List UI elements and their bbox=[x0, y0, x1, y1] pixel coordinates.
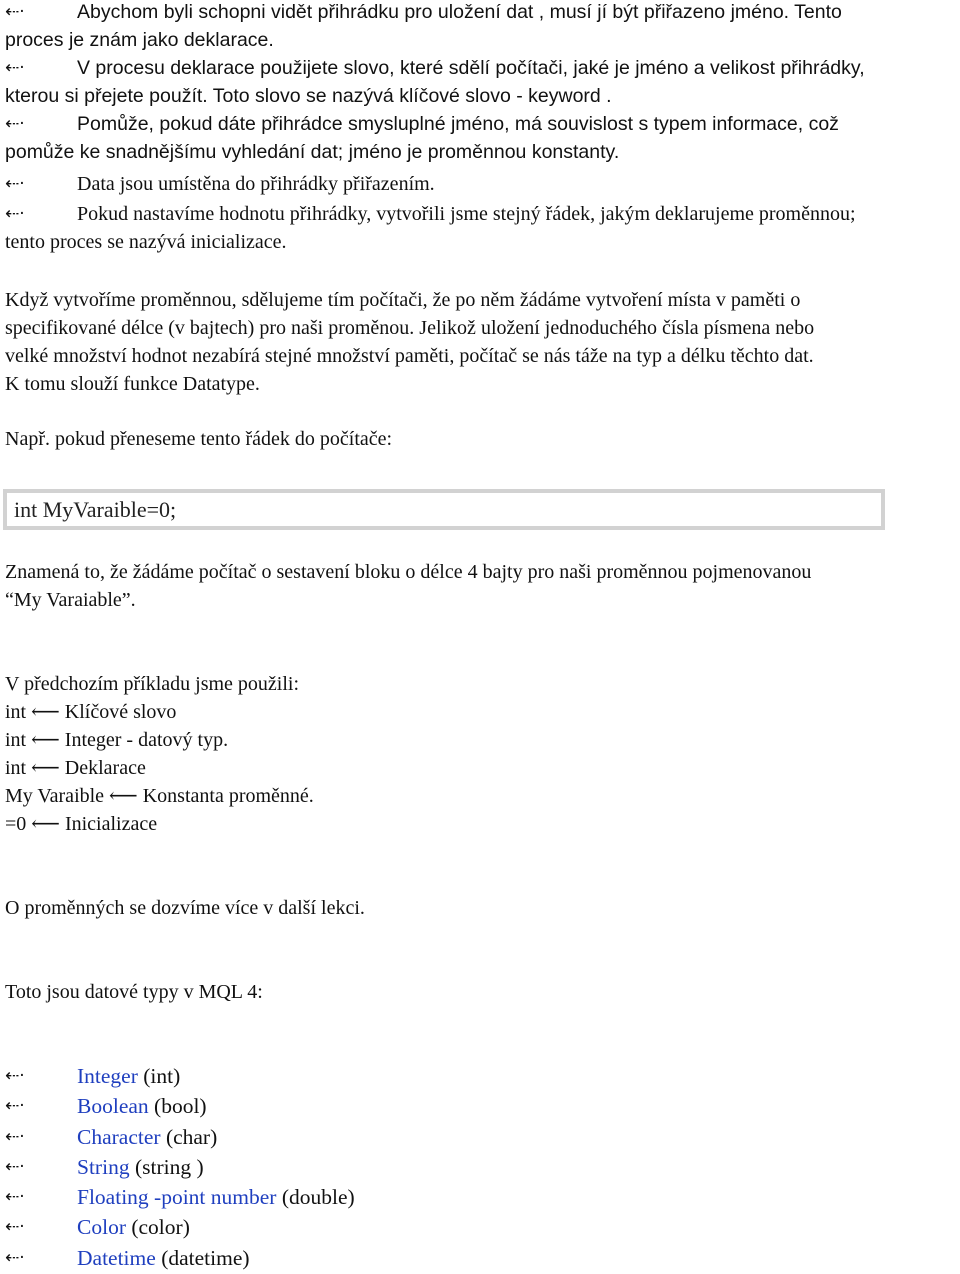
datatype-item: ⇠· Character (char) bbox=[5, 1124, 218, 1149]
types-intro: Toto jsou datové typy v MQL 4: bbox=[5, 981, 263, 1003]
datatype-link-color[interactable]: Color bbox=[77, 1215, 126, 1240]
intro-bullet-5: ⇠· Pokud nastavíme hodnotu přihrádky, vytvořili jsme stejný řádek, jakým deklarujeme proměnnou; tento proces se nazývá inicializace. bbox=[5, 200, 960, 256]
datatype-link-datetime[interactable]: Datetime bbox=[77, 1245, 156, 1270]
arrow-bullet-icon: ⇠· bbox=[5, 114, 25, 134]
arrow-bullet-icon: ⇠· bbox=[5, 1126, 25, 1147]
arrow-bullet-icon: ⇠· bbox=[5, 1156, 25, 1177]
explanation-paragraph: Znamená to, že žádáme počítač o sestavení bloku o délce 4 bajty pro naši proměnnou pojmenovanou “My Varaiable”. bbox=[5, 561, 812, 611]
used-item: int ⟵ Deklarace bbox=[5, 757, 146, 779]
used-item: =0 ⟵ Inicializace bbox=[5, 813, 158, 835]
arrow-bullet-icon: ⇠· bbox=[5, 174, 25, 194]
used-item: My Varaible ⟵ Konstanta proměnné. bbox=[5, 785, 314, 807]
intro-bullet-2: ⇠· V procesu deklarace použijete slovo, které sdělí počítači, jaké je jméno a velikost přihrádky, kterou si přejete použít. Toto slovo se nazývá klíčové slovo - keyword . bbox=[5, 54, 960, 110]
datatype-item: ⇠· Color (color) bbox=[5, 1215, 190, 1240]
datatype-link-character[interactable]: Character bbox=[77, 1124, 161, 1149]
used-item: int ⟵ Integer - datový typ. bbox=[5, 729, 229, 751]
datatype-list bbox=[5, 1062, 960, 1274]
used-item: int ⟵ Klíčové slovo bbox=[5, 701, 177, 723]
code-line: int MyVaraible=0; bbox=[7, 493, 881, 526]
datatype-link-string[interactable]: String bbox=[77, 1154, 130, 1179]
datatype-paragraph: Když vytvoříme proměnnou, sdělujeme tím počítači, že po něm žádáme vytvoření místa v paměti o specifikované délce (v bajtech) pro naši proměnou. Jelikož uložení jednoduchého čísla písmena nebo velké množství hodnot nezabírá stejné množství paměti, počítač se nás táže na typ a délku těchto dat. K tomu slouží funkce Datatype. bbox=[5, 289, 815, 395]
used-list bbox=[5, 670, 960, 838]
datatype-item: ⇠· Integer (int) bbox=[5, 1064, 181, 1088]
datatype-item: ⇠· Floating -point number (double) bbox=[5, 1185, 355, 1210]
arrow-bullet-icon: ⇠· bbox=[5, 1247, 25, 1268]
intro-bullet-1: ⇠· Abychom byli schopni vidět přihrádku pro uložení dat , musí jí být přiřazeno jméno. Tento proces je znám jako deklarace. bbox=[5, 0, 960, 54]
intro-bullet-list bbox=[5, 0, 960, 166]
arrow-bullet-icon: ⇠· bbox=[5, 2, 25, 22]
arrow-bullet-icon: ⇠· bbox=[5, 204, 25, 224]
intro-bullet-4: ⇠· Data jsou umístěna do přihrádky přiřazením. bbox=[5, 170, 960, 198]
datatype-item: ⇠· Boolean (bool) bbox=[5, 1094, 207, 1119]
more-text: O proměnných se dozvíme více v další lekci. bbox=[5, 897, 365, 919]
intro-bullet-3: ⇠· Pomůže, pokud dáte přihrádce smysluplné jméno, má souvislost s typem informace, což pomůže ke snadnějšímu vyhledání dat; jméno je proměnnou konstanty. bbox=[5, 110, 960, 166]
datatype-link-boolean[interactable]: Boolean bbox=[77, 1094, 149, 1119]
assignment-bullet-list bbox=[5, 170, 960, 256]
datatype-item: ⇠· Datetime (datetime) bbox=[5, 1245, 250, 1270]
datatype-link-floating-point[interactable]: Floating -point number bbox=[77, 1185, 277, 1210]
arrow-bullet-icon: ⇠· bbox=[5, 58, 25, 78]
arrow-bullet-icon: ⇠· bbox=[5, 1096, 25, 1117]
arrow-bullet-icon: ⇠· bbox=[5, 1217, 25, 1238]
used-intro: V předchozím příkladu jsme použili: bbox=[5, 673, 300, 695]
datatype-link-integer[interactable]: Integer bbox=[77, 1064, 138, 1088]
arrow-bullet-icon: ⇠· bbox=[5, 1187, 25, 1208]
example-intro: Např. pokud přeneseme tento řádek do počítače: bbox=[5, 428, 393, 450]
datatype-item: ⇠· String (string ) bbox=[5, 1154, 204, 1179]
arrow-bullet-icon: ⇠· bbox=[5, 1066, 25, 1086]
code-box bbox=[3, 489, 885, 530]
